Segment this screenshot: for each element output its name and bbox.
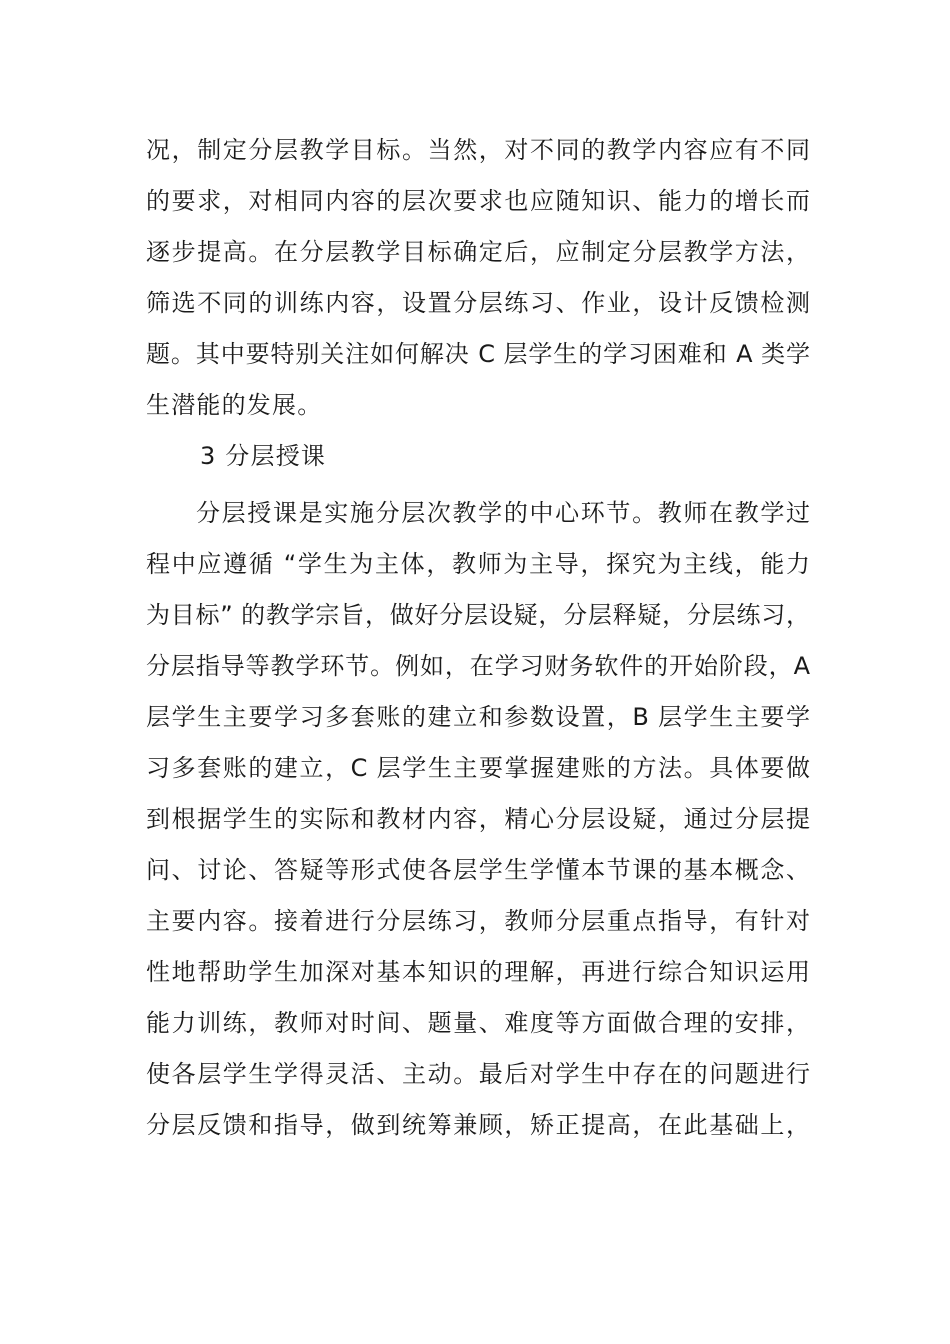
section-heading-block xyxy=(146,431,810,482)
paragraph-line: 能力训练，教师对时间、题量、难度等方面做合理的安排， xyxy=(146,1009,810,1037)
section-heading: 3 分层授课 xyxy=(200,442,327,470)
paragraph-line: 生潜能的发展。 xyxy=(146,391,323,419)
paragraph-line: 的要求，对相同内容的层次要求也应随知识、能力的增长而 xyxy=(146,187,810,215)
paragraph-line: 况，制定分层教学目标。当然，对不同的教学内容应有不同 xyxy=(146,136,810,164)
paragraph-line: 题。其中要特别关注如何解决 C 层学生的学习困难和 A 类学 xyxy=(146,340,810,368)
paragraph-line: 筛选不同的训练内容，设置分层练习、作业，设计反馈检测 xyxy=(146,289,810,317)
paragraph-line: 逐步提高。在分层教学目标确定后，应制定分层教学方法， xyxy=(146,238,810,266)
paragraph-line: 分层指导等教学环节。例如，在学习财务软件的开始阶段，A xyxy=(146,652,810,680)
paragraph-line: 层学生主要学习多套账的建立和参数设置，B 层学生主要学 xyxy=(146,703,810,731)
paragraph-line: 主要内容。接着进行分层练习，教师分层重点指导，有针对 xyxy=(146,907,810,935)
paragraph-goals xyxy=(146,125,810,431)
paragraph-line: 到根据学生的实际和教材内容，精心分层设疑，通过分层提 xyxy=(146,805,810,833)
paragraph-line: 习多套账的建立，C 层学生主要掌握建账的方法。具体要做 xyxy=(146,754,810,782)
paragraph-line: 分层反馈和指导，做到统筹兼顾，矫正提高，在此基础上， xyxy=(146,1111,810,1139)
paragraph-line: 程中应遵循 “学生为主体，教师为主导，探究为主线，能力 xyxy=(146,550,810,578)
paragraph-layered-teaching xyxy=(146,488,810,1151)
paragraph-line: 分层授课是实施分层次教学的中心环节。教师在教学过 xyxy=(196,499,810,527)
paragraph-line: 问、讨论、答疑等形式使各层学生学懂本节课的基本概念、 xyxy=(146,856,810,884)
paragraph-line: 为目标” 的教学宗旨，做好分层设疑，分层释疑，分层练习， xyxy=(146,601,810,629)
paragraph-line: 性地帮助学生加深对基本知识的理解，再进行综合知识运用 xyxy=(146,958,810,986)
paragraph-line: 使各层学生学得灵活、主动。最后对学生中存在的问题进行 xyxy=(146,1060,810,1088)
